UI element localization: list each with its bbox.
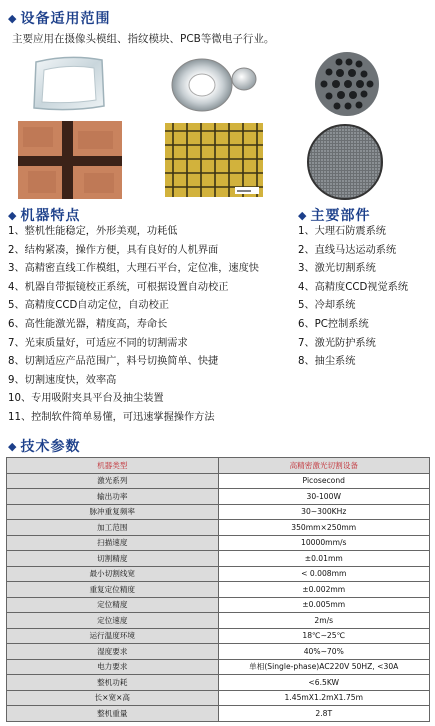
table-row: [7, 566, 430, 582]
table-row: [7, 582, 430, 598]
table-row: [7, 535, 430, 551]
spec-value: ±0.005mm: [218, 597, 430, 613]
components-list: [298, 223, 408, 372]
features-list: [8, 223, 259, 428]
table-row: [7, 644, 430, 660]
spec-key: 加工范围: [7, 520, 219, 536]
spec-value: 350mm×250mm: [218, 520, 430, 536]
spec-key: 运行温度环境: [7, 628, 219, 644]
feature-item: 7、光束质量好，可适应不同的切割需求: [8, 337, 188, 349]
table-row: [7, 473, 430, 489]
component-item: 2、直线马达运动系统: [298, 244, 397, 256]
table-row: [7, 520, 430, 536]
table-row: [7, 628, 430, 644]
feature-item: 5、高精度CCD自动定位，自动校正: [8, 300, 169, 312]
component-item: 6、PC控制系统: [298, 318, 369, 330]
table-header-row: [7, 458, 430, 474]
spec-value: 18℃~25℃: [218, 628, 430, 644]
table-row: [7, 659, 430, 675]
copper-cut-photo: [18, 121, 122, 199]
component-item: 3、激光切割系统: [298, 263, 376, 275]
spec-value: Picosecond: [218, 473, 430, 489]
diamond-icon: ◆: [8, 208, 18, 222]
feature-item: 6、高性能激光器，精度高，寿命长: [8, 318, 168, 330]
table-header-key: 机器类型: [7, 458, 219, 474]
diamond-icon: ◆: [8, 439, 18, 453]
table-row: [7, 613, 430, 629]
spec-value: ±0.002mm: [218, 582, 430, 598]
components-heading: [298, 205, 370, 225]
features-heading: [8, 205, 80, 225]
spec-key: 激光系列: [7, 473, 219, 489]
specs-title: 技术参数: [20, 439, 81, 455]
spec-value: < 0.008mm: [218, 566, 430, 582]
gold-grid-photo: [165, 123, 263, 197]
spec-key: 定位速度: [7, 613, 219, 629]
perforated-wafer-photo: [312, 50, 382, 118]
applications-title: 设备适用范围: [20, 11, 111, 27]
spec-key: 整机重量: [7, 706, 219, 722]
specs-table: [6, 457, 430, 722]
feature-item: 1、整机性能稳定，外形美观，功耗低: [8, 226, 178, 237]
spec-key: 长×宽×高: [7, 690, 219, 706]
spec-value: 单相(Single-phase)AC220V 50HZ, <30A: [218, 659, 430, 675]
feature-item: 10、专用吸附夹具平台及抽尘装置: [8, 393, 164, 405]
spec-value: 30-100W: [218, 489, 430, 505]
spec-value: 10000mm/s: [218, 535, 430, 551]
spec-key: 脉冲重复频率: [7, 504, 219, 520]
spec-value: <6.5KW: [218, 675, 430, 691]
diamond-icon: ◆: [298, 208, 308, 222]
spec-value: ±0.01mm: [218, 551, 430, 567]
table-row: [7, 551, 430, 567]
feature-item: 4、机器自带振镜校正系统，可根据设置自动校正: [8, 281, 229, 293]
spec-key: 定位精度: [7, 597, 219, 613]
specs-heading: [8, 436, 80, 456]
table-row: [7, 690, 430, 706]
feature-item: 8、切割适应产品范围广，料号切换简单、快捷: [8, 356, 219, 368]
components-title: 主要部件: [310, 208, 371, 224]
spec-value: 1.45mX1.2mX1.75m: [218, 690, 430, 706]
component-item: 1、大理石防震系统: [298, 226, 386, 237]
spec-key: 输出功率: [7, 489, 219, 505]
spec-key: 最小切割线宽: [7, 566, 219, 582]
feature-item: 2、结构紧凑，操作方便，具有良好的人机界面: [8, 244, 219, 256]
spec-key: 切割精度: [7, 551, 219, 567]
applications-intro: 主要应用在摄像头模组、指纹模块、PCB等微电子行业。: [12, 33, 275, 45]
spec-key: 湿度要求: [7, 644, 219, 660]
spec-value: 40%~70%: [218, 644, 430, 660]
table-row: [7, 489, 430, 505]
component-item: 8、抽尘系统: [298, 356, 356, 368]
component-item: 7、激光防护系统: [298, 337, 376, 349]
table-row: [7, 504, 430, 520]
table-header-value: 高精密激光切割设备: [218, 458, 430, 474]
feature-item: 9、切割速度快，效率高: [8, 374, 117, 386]
spec-value: 2m/s: [218, 613, 430, 629]
lens-rings-photo: [164, 52, 264, 114]
spec-key: 重复定位精度: [7, 582, 219, 598]
spec-key: 扫描速度: [7, 535, 219, 551]
table-row: [7, 597, 430, 613]
feature-item: 3、高精密直线工作模组，大理石平台，定位准，速度快: [8, 263, 259, 275]
wafer-photo: [306, 123, 384, 201]
table-row: [7, 706, 430, 722]
table-row: [7, 675, 430, 691]
features-title: 机器特点: [20, 208, 81, 224]
applications-heading: [8, 8, 110, 28]
spec-key: 电力要求: [7, 659, 219, 675]
diamond-icon: ◆: [8, 11, 18, 25]
glass-lens-photo: [30, 52, 108, 114]
spec-value: 2.8T: [218, 706, 430, 722]
component-item: 5、冷却系统: [298, 300, 356, 312]
component-item: 4、高精度CCD视觉系统: [298, 281, 409, 293]
spec-key: 整机功耗: [7, 675, 219, 691]
feature-item: 11、控制软件简单易懂，可迅速掌握操作方法: [8, 411, 215, 423]
spec-value: 30~300KHz: [218, 504, 430, 520]
